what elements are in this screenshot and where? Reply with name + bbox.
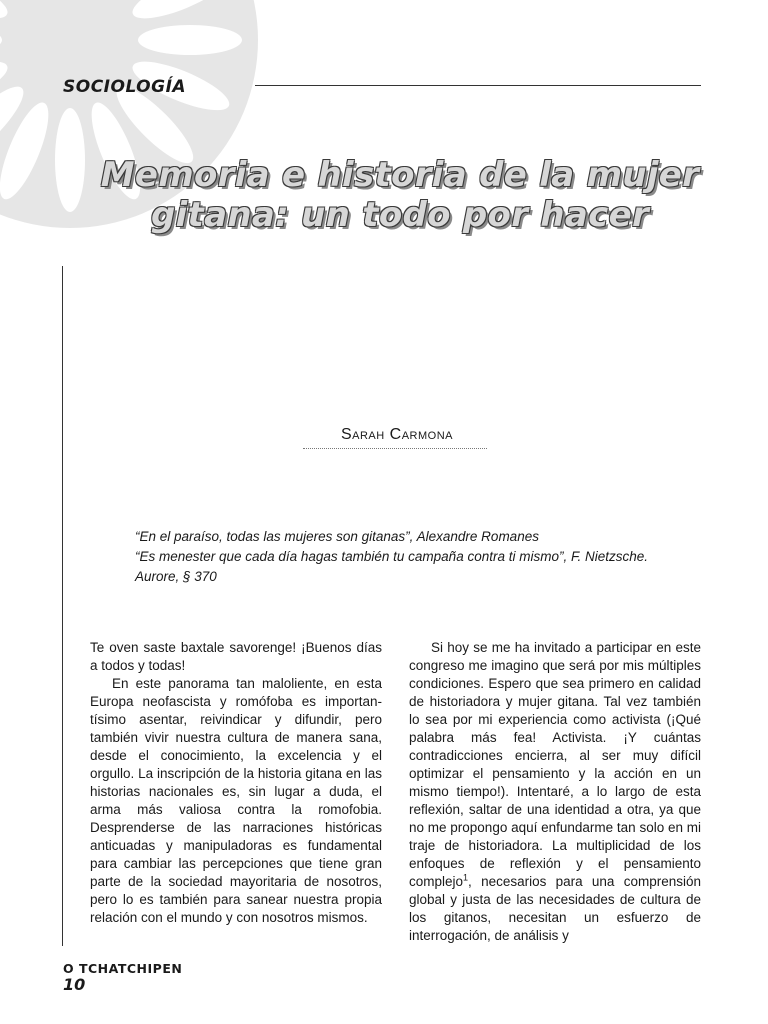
body-text: , necesarios para una comprensión global y justa de las necesidades de cultura de los gitanos, necesitan un esfuerzo de interrogación, de análisis y <box>409 874 701 943</box>
page-number: 10 <box>63 975 86 994</box>
epigraph-quote-1: “En el paraíso, todas las mujeres son gitanas”, Alexandre Romanes <box>135 529 539 544</box>
title-line-1: Memoria e historia de la mujer <box>100 155 700 195</box>
footnote-reference[interactable]: 1 <box>463 872 469 883</box>
body-column-right <box>409 639 701 945</box>
article-title <box>80 155 720 235</box>
body-paragraph <box>409 639 701 945</box>
body-text: Si hoy se me ha invitado a participar en este congreso me imagino que será por mis múltiples condiciones. Espero que sea primero en calidad de historiadora y mujer gitana. Tal vez también lo sea por mi experiencia como activista (¡Qué palabra más fea! Activista. ¡Y cuántas contradicciones encierra, al ser muy difícil optimizar el pensamiento y la acción en un mismo tiempo!). Intentaré, a lo largo de esta reflexión, saltar de una identidad a otra, ya que no me propongo aquí enfundarme tan solo en mi traje de historiadora. La multiplicidad de los enfoques de reflexión y el pensamiento complejo <box>409 640 701 889</box>
section-rule <box>255 85 701 86</box>
epigraph-quote-2: “Es menester que cada día hagas también tu campaña contra ti mismo”, F. Nietzsche. Aurore, § 370 <box>135 549 648 584</box>
body-paragraph: En este panorama tan maloliente, en esta Europa neofascista y romófoba es importantísimo asentar, reivindicar y difundir, pero también vivir nuestra cultura de manera sana, desde el conocimiento, la excelencia y el orgullo. La inscripción de la historia gitana en las historias nacionales es, sin lugar a duda, el arma más valiosa contra la romofobia. Desprenderse de las narraciones históricas anticuadas y manipuladoras es fundamental para cambiar las percepciones que tiene gran parte de la sociedad mayoritaria de nosotros, pero lo es también para sanear nuestra propia relación con el mundo y con nosotros mismos. <box>90 676 382 925</box>
author-underline <box>303 448 487 449</box>
epigraph-block <box>135 527 665 587</box>
left-margin-rule <box>62 266 63 946</box>
body-paragraph: Te oven saste baxtale savorenge! ¡Buenos días a todos y todas! <box>90 640 382 673</box>
body-column-left <box>90 639 382 927</box>
author-name: Sarah Carmona <box>340 426 453 443</box>
title-line-2: gitana: un todo por hacer <box>150 195 650 235</box>
section-label: SOCIOLOGÍA <box>63 77 187 97</box>
publication-name: O TCHATCHIPEN <box>63 961 183 976</box>
